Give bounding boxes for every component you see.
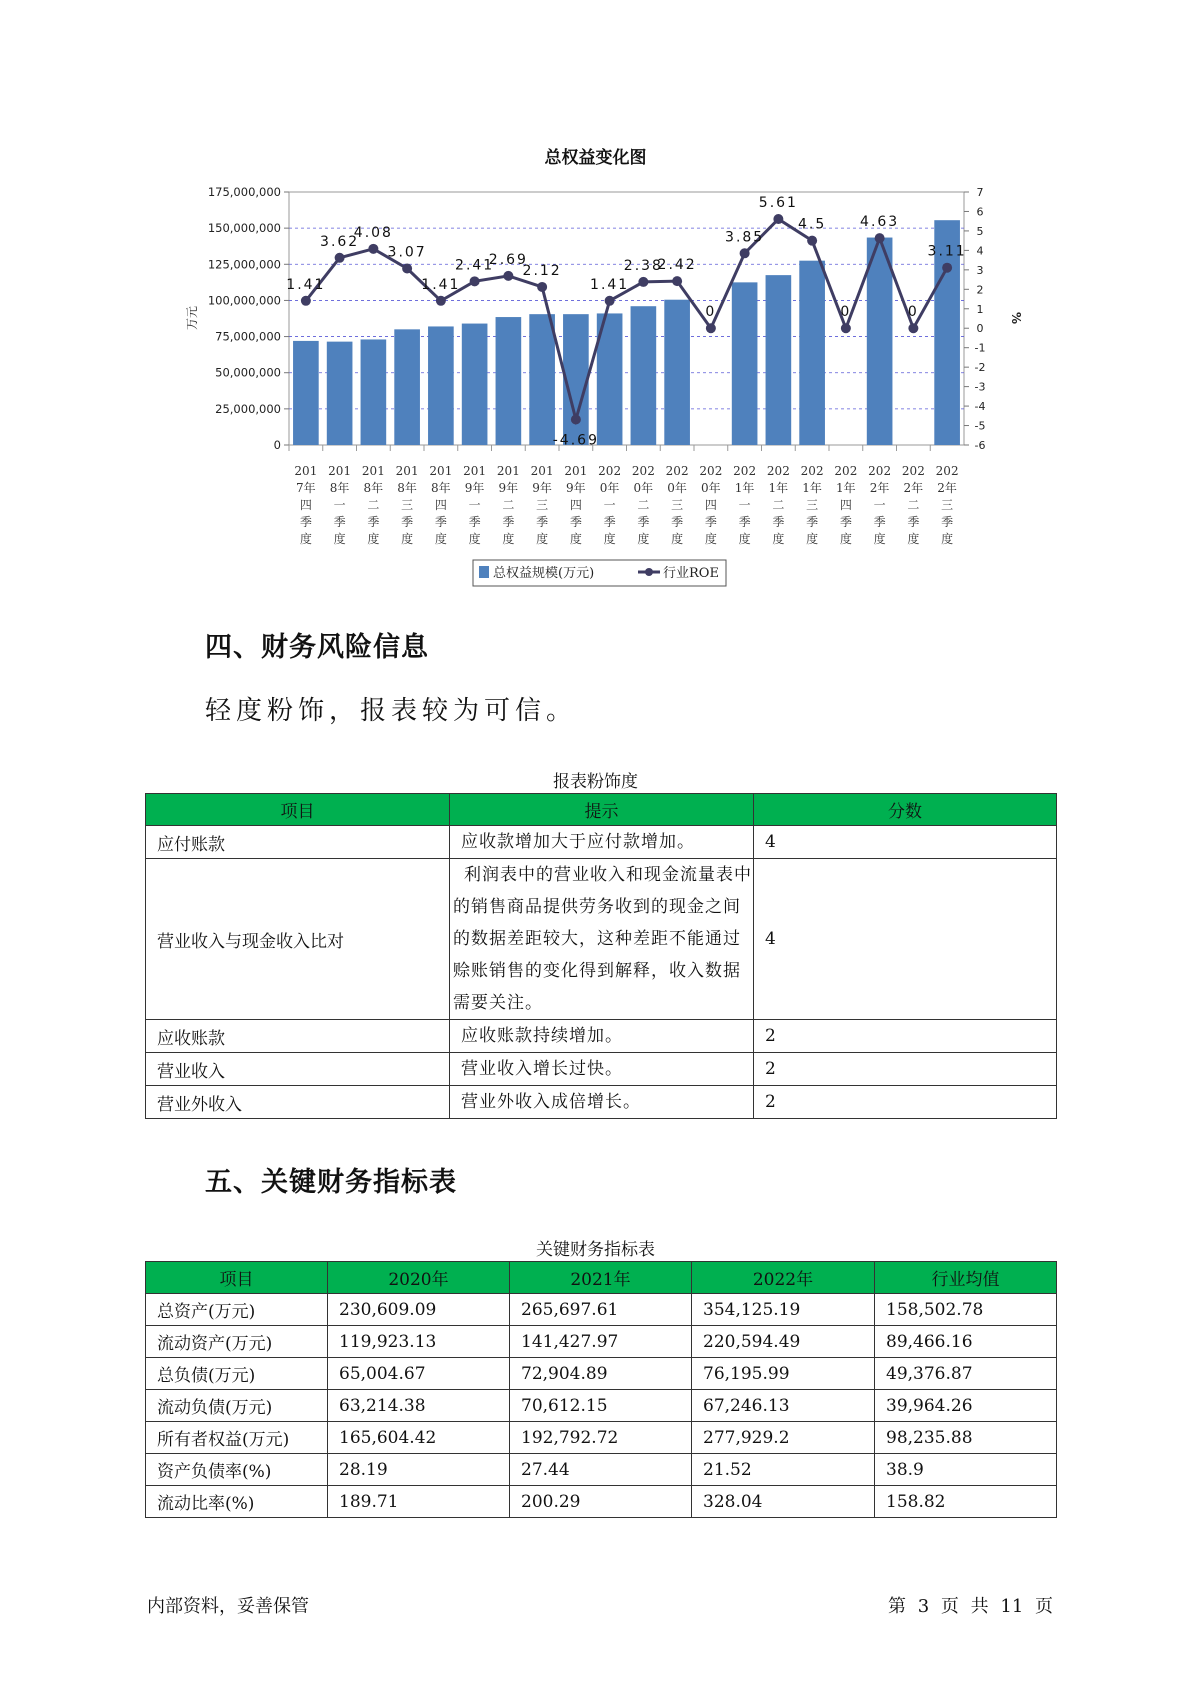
bar (732, 282, 758, 445)
y-tick-label: 175,000,000 (207, 185, 281, 199)
item-cell: 营业收入 (146, 1053, 450, 1086)
value-2020: 63,214.38 (328, 1390, 510, 1422)
value-2022: 21.52 (692, 1454, 875, 1486)
value-2021: 192,792.72 (510, 1422, 692, 1454)
roe-point (773, 214, 783, 224)
value-2022: 328.04 (692, 1486, 875, 1518)
roe-point (335, 253, 345, 263)
y2-tick-label: 6 (976, 205, 984, 219)
table-header-row (146, 1262, 1057, 1294)
roe-point (571, 415, 581, 425)
header-cell: 行业均值 (875, 1262, 1057, 1294)
roe-point (301, 296, 311, 306)
value-industry-avg: 39,964.26 (875, 1390, 1057, 1422)
roe-point (537, 282, 547, 292)
indicator-table (145, 1261, 1057, 1518)
roe-point (672, 276, 682, 286)
value-2021: 200.29 (510, 1486, 692, 1518)
x-tick-label: 201 8年三季度 (395, 464, 419, 546)
value-industry-avg: 98,235.88 (875, 1422, 1057, 1454)
bar (799, 261, 825, 445)
item-cell: 应付账款 (146, 826, 450, 859)
y2-tick-label: -3 (974, 380, 986, 394)
roe-data-label: 0 (907, 304, 919, 321)
roe-data-label: 2.69 (488, 251, 528, 268)
x-tick-label: 202 0年三季度 (665, 464, 689, 546)
value-2022: 67,246.13 (692, 1390, 875, 1422)
x-tick-label: 202 2年二季度 (901, 464, 925, 546)
y2-tick-label: 3 (976, 263, 984, 277)
y2-tick-label: 5 (976, 224, 984, 238)
roe-point (503, 271, 513, 281)
x-tick-label: 202 0年一季度 (598, 464, 622, 546)
value-2021: 265,697.61 (510, 1294, 692, 1326)
value-industry-avg: 89,466.16 (875, 1326, 1057, 1358)
x-tick-label: 202 1年一季度 (733, 464, 757, 546)
value-industry-avg: 158.82 (875, 1486, 1057, 1518)
x-tick-label: 202 2年一季度 (868, 464, 892, 546)
score-cell: 2 (754, 1020, 1057, 1053)
roe-data-label: 2.38 (623, 257, 663, 274)
roe-data-label: 5.61 (758, 195, 798, 212)
roe-point (402, 263, 412, 273)
tip-cell: 利润表中的营业收入和现金流量表中的销售商品提供劳务收到的现金之间的数据差距较大，这种差距不能通过赊账销售的变化得到解释，收入数据需要关注。 (450, 859, 754, 1020)
metric-name: 总资产(万元) (146, 1294, 328, 1326)
y2-axis-title: % (1009, 311, 1023, 325)
score-cell: 2 (754, 1086, 1057, 1119)
table-row (146, 1020, 1057, 1053)
y2-tick-label: 7 (976, 186, 984, 199)
roe-data-label: 0 (705, 304, 717, 321)
x-tick-label: 202 0年四季度 (699, 464, 723, 546)
table-row (146, 1294, 1057, 1326)
x-tick-label: 201 8年二季度 (361, 464, 385, 546)
y-tick-label: 0 (273, 438, 281, 452)
value-2022: 277,929.2 (692, 1422, 875, 1454)
bar (293, 341, 319, 445)
y2-tick-label: 4 (976, 244, 984, 258)
metric-name: 流动负债(万元) (146, 1390, 328, 1422)
table-row (146, 1390, 1057, 1422)
roe-point (706, 323, 716, 333)
y-tick-label: 150,000,000 (207, 221, 281, 236)
page-number: 第 3 页 共 11 页 (888, 1596, 1053, 1617)
roe-data-label: 3.62 (320, 233, 360, 250)
value-2021: 72,904.89 (510, 1358, 692, 1390)
header-cell: 项目 (146, 1262, 328, 1294)
risk-table (145, 793, 1057, 1119)
value-2020: 189.71 (328, 1486, 510, 1518)
roe-point (841, 323, 851, 333)
table-row (146, 1326, 1057, 1358)
roe-data-label: 2.41 (455, 257, 495, 274)
tip-cell: 营业收入增长过快。 (450, 1053, 754, 1086)
table-row (146, 1486, 1057, 1518)
y-tick-label: 75,000,000 (215, 329, 281, 344)
value-2020: 165,604.42 (328, 1422, 510, 1454)
tip-cell: 应收款增加大于应付款增加。 (450, 826, 754, 859)
x-tick-label: 202 0年二季度 (631, 464, 655, 546)
roe-data-label: 2.42 (657, 257, 697, 274)
roe-data-label: 0 (840, 304, 852, 321)
score-cell: 4 (754, 826, 1057, 859)
footer-note: 内部资料，妥善保管 (147, 1596, 309, 1617)
bar (664, 300, 690, 445)
metric-name: 流动比率(%) (146, 1486, 328, 1518)
value-2022: 220,594.49 (692, 1326, 875, 1358)
header-cell: 提示 (450, 794, 754, 826)
metric-name: 流动资产(万元) (146, 1326, 328, 1358)
roe-data-label: 1.41 (421, 276, 461, 293)
y-tick-label: 125,000,000 (207, 257, 281, 272)
roe-data-label: 1.41 (590, 276, 630, 293)
x-tick-label: 201 9年三季度 (530, 464, 554, 546)
equity-chart (0, 0, 1191, 600)
y-axis-title: 万元 (185, 305, 199, 331)
metric-name: 总负债(万元) (146, 1358, 328, 1390)
legend-line-marker (645, 568, 653, 576)
indicator-table-caption: 关键财务指标表 (536, 1240, 655, 1260)
value-industry-avg: 158,502.78 (875, 1294, 1057, 1326)
roe-data-label: 4.08 (353, 224, 393, 241)
roe-point (740, 248, 750, 258)
roe-data-label: -4.69 (552, 432, 599, 449)
section4-paragraph: 轻度粉饰，报表较为可信。 (205, 696, 578, 726)
score-cell: 2 (754, 1053, 1057, 1086)
bar (867, 238, 893, 445)
header-cell: 项目 (146, 794, 450, 826)
x-tick-label: 201 8年一季度 (328, 464, 352, 546)
value-2022: 354,125.19 (692, 1294, 875, 1326)
table-row (146, 826, 1057, 859)
roe-data-label: 2.12 (522, 262, 562, 279)
chart-title: 总权益变化图 (544, 148, 647, 168)
header-cell: 分数 (754, 794, 1057, 826)
y-tick-label: 50,000,000 (215, 365, 281, 380)
bar (631, 306, 657, 445)
roe-point (807, 236, 817, 246)
value-industry-avg: 38.9 (875, 1454, 1057, 1486)
bar (766, 275, 792, 445)
bar (496, 317, 522, 445)
value-industry-avg: 49,376.87 (875, 1358, 1057, 1390)
y2-tick-label: -2 (974, 361, 986, 375)
item-cell: 应收账款 (146, 1020, 450, 1053)
legend-bar-label: 总权益规模(万元) (493, 566, 595, 581)
item-cell: 营业收入与现金收入比对 (146, 859, 450, 1020)
value-2021: 70,612.15 (510, 1390, 692, 1422)
value-2020: 28.19 (328, 1454, 510, 1486)
bar (327, 342, 353, 445)
x-tick-label: 202 1年三季度 (800, 464, 824, 546)
roe-data-label: 4.5 (797, 216, 827, 233)
bar (361, 339, 387, 445)
bar (394, 329, 420, 445)
tip-cell: 应收账款持续增加。 (450, 1020, 754, 1053)
roe-data-label: 3.85 (725, 229, 765, 246)
roe-point (368, 244, 378, 254)
value-2021: 27.44 (510, 1454, 692, 1486)
x-tick-label: 202 1年二季度 (766, 464, 790, 546)
x-tick-label: 201 7年四季度 (294, 464, 318, 546)
metric-name: 资产负债率(%) (146, 1454, 328, 1486)
value-2022: 76,195.99 (692, 1358, 875, 1390)
value-2020: 230,609.09 (328, 1294, 510, 1326)
metric-name: 所有者权益(万元) (146, 1422, 328, 1454)
y2-tick-label: 1 (976, 302, 984, 316)
table-row (146, 1422, 1057, 1454)
table-row (146, 859, 1057, 1020)
roe-data-label: 4.63 (860, 214, 900, 231)
x-tick-label: 202 1年四季度 (834, 464, 858, 546)
x-tick-label: 201 9年二季度 (496, 464, 520, 546)
y2-tick-label: 0 (976, 322, 984, 336)
y2-tick-label: -1 (974, 341, 986, 355)
header-cell: 2022年 (692, 1262, 875, 1294)
y-tick-label: 100,000,000 (207, 293, 281, 308)
x-tick-label: 202 2年三季度 (935, 464, 959, 546)
legend-line-label: 行业ROE (663, 566, 719, 581)
table-row (146, 1053, 1057, 1086)
roe-point (908, 323, 918, 333)
y2-tick-label: 2 (976, 283, 984, 297)
bar (462, 324, 488, 445)
table-header-row (146, 794, 1057, 826)
value-2021: 141,427.97 (510, 1326, 692, 1358)
roe-data-label: 3.11 (927, 243, 967, 260)
roe-data-label: 3.07 (387, 244, 427, 261)
y-tick-label: 25,000,000 (215, 401, 281, 416)
item-cell: 营业外收入 (146, 1086, 450, 1119)
table-row (146, 1454, 1057, 1486)
section5-heading: 五、关键财务指标表 (205, 1167, 457, 1198)
x-tick-label: 201 9年四季度 (564, 464, 588, 546)
roe-point (605, 296, 615, 306)
y2-tick-label: -4 (974, 400, 986, 414)
tip-cell: 营业外收入成倍增长。 (450, 1086, 754, 1119)
y2-tick-label: -5 (974, 419, 986, 433)
roe-point (942, 263, 952, 273)
bar (428, 326, 454, 445)
table-row (146, 1358, 1057, 1390)
roe-point (436, 296, 446, 306)
roe-point (875, 233, 885, 243)
risk-table-caption: 报表粉饰度 (553, 772, 638, 792)
roe-point (638, 277, 648, 287)
x-tick-label: 201 9年一季度 (463, 464, 487, 546)
x-tick-label: 201 8年四季度 (429, 464, 453, 546)
y2-tick-label: -6 (974, 439, 986, 452)
bar (529, 314, 555, 445)
section4-heading: 四、财务风险信息 (205, 632, 429, 663)
value-2020: 65,004.67 (328, 1358, 510, 1390)
table-row (146, 1086, 1057, 1119)
legend-bar-swatch (479, 566, 489, 578)
header-cell: 2021年 (510, 1262, 692, 1294)
roe-point (470, 276, 480, 286)
score-cell: 4 (754, 859, 1057, 1020)
header-cell: 2020年 (328, 1262, 510, 1294)
value-2020: 119,923.13 (328, 1326, 510, 1358)
roe-data-label: 1.41 (286, 276, 326, 293)
